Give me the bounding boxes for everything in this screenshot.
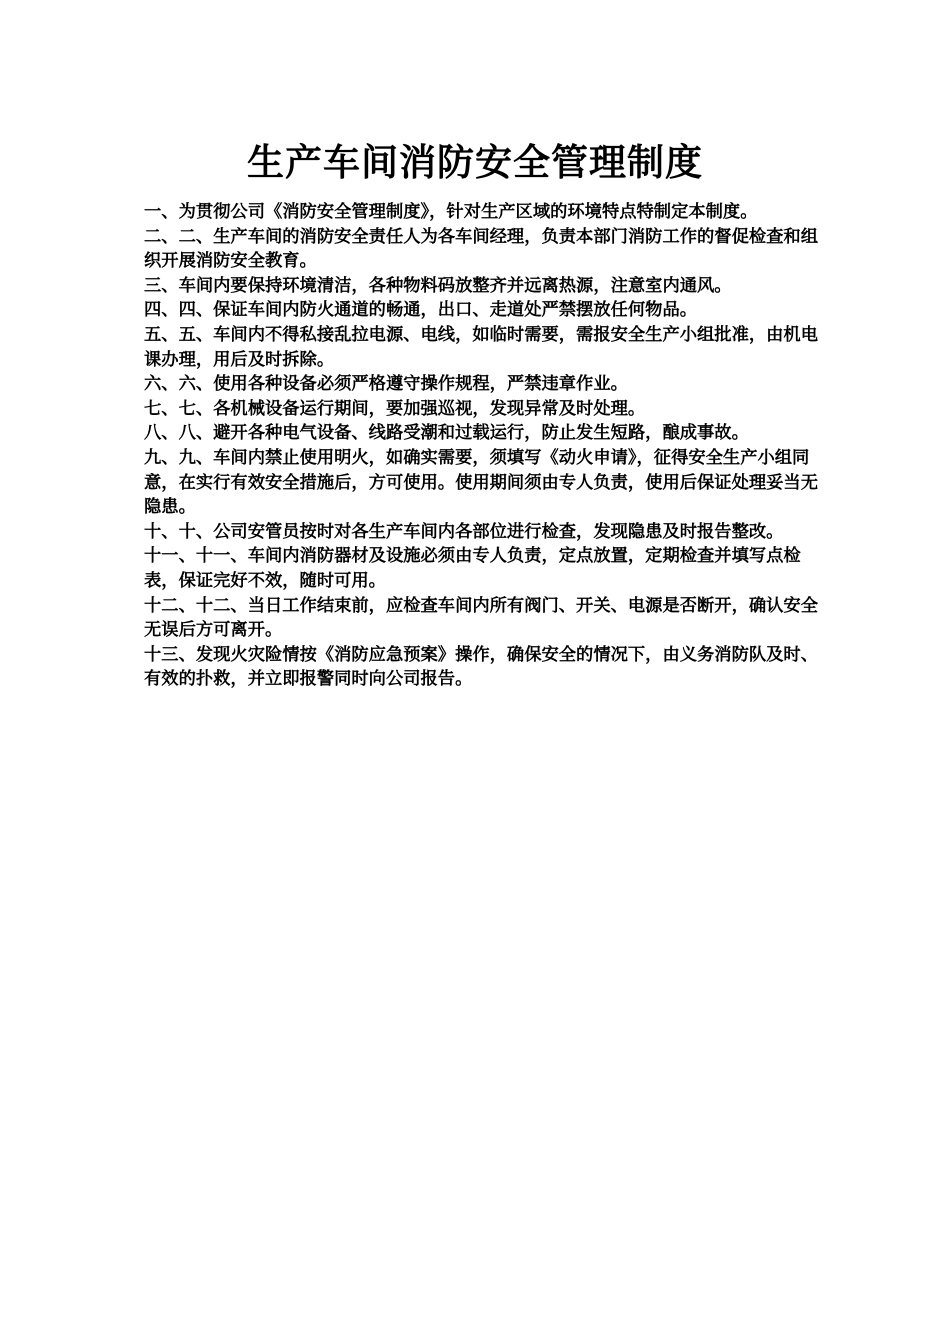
clause-paragraph: 四、四、保证车间内防火通道的畅通，出口、走道处严禁摆放任何物品。 (144, 300, 698, 321)
clause-paragraph: 一、为贯彻公司《消防安全管理制度》，针对生产区域的环境特点特制定本制度。 (144, 202, 758, 222)
clause-paragraph: 十一、十一、车间内消防器材及设施必须由专人负责，定点放置，定期检查并填写点检表，保证完好不效，随时可用。 (144, 546, 801, 591)
clause-paragraph: 六、六、使用各种设备必须严格遵守操作规程，严禁违章作业。 (144, 374, 628, 395)
document-title: 生产车间消防安全管理制度 (247, 141, 703, 184)
clause-paragraph: 八、八、避开各种电气设备、线路受潮和过载运行，防止发生短路，酿成事故。 (144, 423, 749, 444)
clause-paragraph: 九、九、车间内禁止使用明火，如确实需要，须填写《动火申请》，征得安全生产小组同意，在实行有效安全措施后，方可使用。使用期间须由专人负责，使用后保证处理妥当无隐患。 (144, 447, 818, 518)
clause-paragraph: 十三、发现火灾险情按《消防应急预案》操作，确保安全的情况下，由义务消防队及时、有效的扑救，并立即报警同时向公司报告。 (144, 644, 818, 690)
document-body (144, 200, 824, 692)
clause-paragraph: 三、车间内要保持环境清洁，各种物料码放整齐并远离热源，注意室内通风。 (144, 275, 732, 296)
clause-paragraph: 十、十、公司安管员按时对各生产车间内各部位进行检查，发现隐患及时报告整改。 (144, 521, 784, 542)
clause-paragraph: 七、七、各机械设备运行期间，要加强巡视，发现异常及时处理。 (144, 398, 646, 419)
clause-paragraph: 五、五、车间内不得私接乱拉电源、电线，如临时需要，需报安全生产小组批准，由机电课办理，用后及时拆除。 (144, 324, 818, 370)
clause-paragraph: 二、二、生产车间的消防安全责任人为各车间经理，负责本部门消防工作的督促检查和组织开展消防安全教育。 (144, 226, 818, 272)
clause-paragraph: 十二、十二、当日工作结束前，应检查车间内所有阀门、开关、电源是否断开，确认安全无误后方可离开。 (144, 595, 818, 641)
